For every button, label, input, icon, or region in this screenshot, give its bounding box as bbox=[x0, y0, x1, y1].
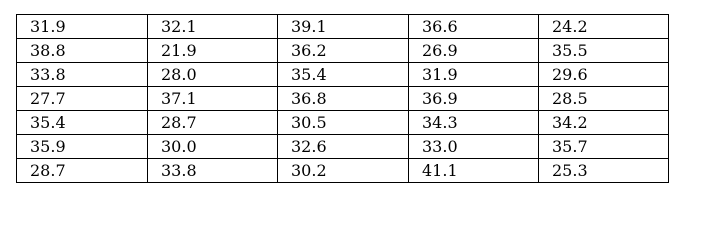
table-cell: 36.8 bbox=[278, 87, 409, 111]
data-table-body bbox=[17, 15, 669, 183]
table-row bbox=[17, 159, 669, 183]
table-row bbox=[17, 111, 669, 135]
table-cell: 26.9 bbox=[409, 39, 539, 63]
table-row bbox=[17, 63, 669, 87]
table-cell: 35.5 bbox=[539, 39, 669, 63]
table-cell: 27.7 bbox=[17, 87, 148, 111]
table-row bbox=[17, 39, 669, 63]
table-cell: 33.8 bbox=[148, 159, 278, 183]
table-cell: 33.8 bbox=[17, 63, 148, 87]
table-cell: 35.7 bbox=[539, 135, 669, 159]
table-cell: 39.1 bbox=[278, 15, 409, 39]
table-cell: 33.0 bbox=[409, 135, 539, 159]
table-row bbox=[17, 15, 669, 39]
table-cell: 35.9 bbox=[17, 135, 148, 159]
table-cell: 28.7 bbox=[17, 159, 148, 183]
table-cell: 24.2 bbox=[539, 15, 669, 39]
table-cell: 35.4 bbox=[17, 111, 148, 135]
table-cell: 32.6 bbox=[278, 135, 409, 159]
table-cell: 41.1 bbox=[409, 159, 539, 183]
table-cell: 29.6 bbox=[539, 63, 669, 87]
table-cell: 28.0 bbox=[148, 63, 278, 87]
table-cell: 35.4 bbox=[278, 63, 409, 87]
table-cell: 30.0 bbox=[148, 135, 278, 159]
table-cell: 36.6 bbox=[409, 15, 539, 39]
table-cell: 38.8 bbox=[17, 39, 148, 63]
table-cell: 37.1 bbox=[148, 87, 278, 111]
table-cell: 21.9 bbox=[148, 39, 278, 63]
table-cell: 36.9 bbox=[409, 87, 539, 111]
table-cell: 31.9 bbox=[409, 63, 539, 87]
table-cell: 25.3 bbox=[539, 159, 669, 183]
table-cell: 28.7 bbox=[148, 111, 278, 135]
table-cell: 34.3 bbox=[409, 111, 539, 135]
table-cell: 30.5 bbox=[278, 111, 409, 135]
table-cell: 36.2 bbox=[278, 39, 409, 63]
table-cell: 34.2 bbox=[539, 111, 669, 135]
table-cell: 30.2 bbox=[278, 159, 409, 183]
table-row bbox=[17, 135, 669, 159]
table-row bbox=[17, 87, 669, 111]
table-cell: 28.5 bbox=[539, 87, 669, 111]
table-cell: 32.1 bbox=[148, 15, 278, 39]
table-cell: 31.9 bbox=[17, 15, 148, 39]
data-table bbox=[16, 14, 669, 183]
